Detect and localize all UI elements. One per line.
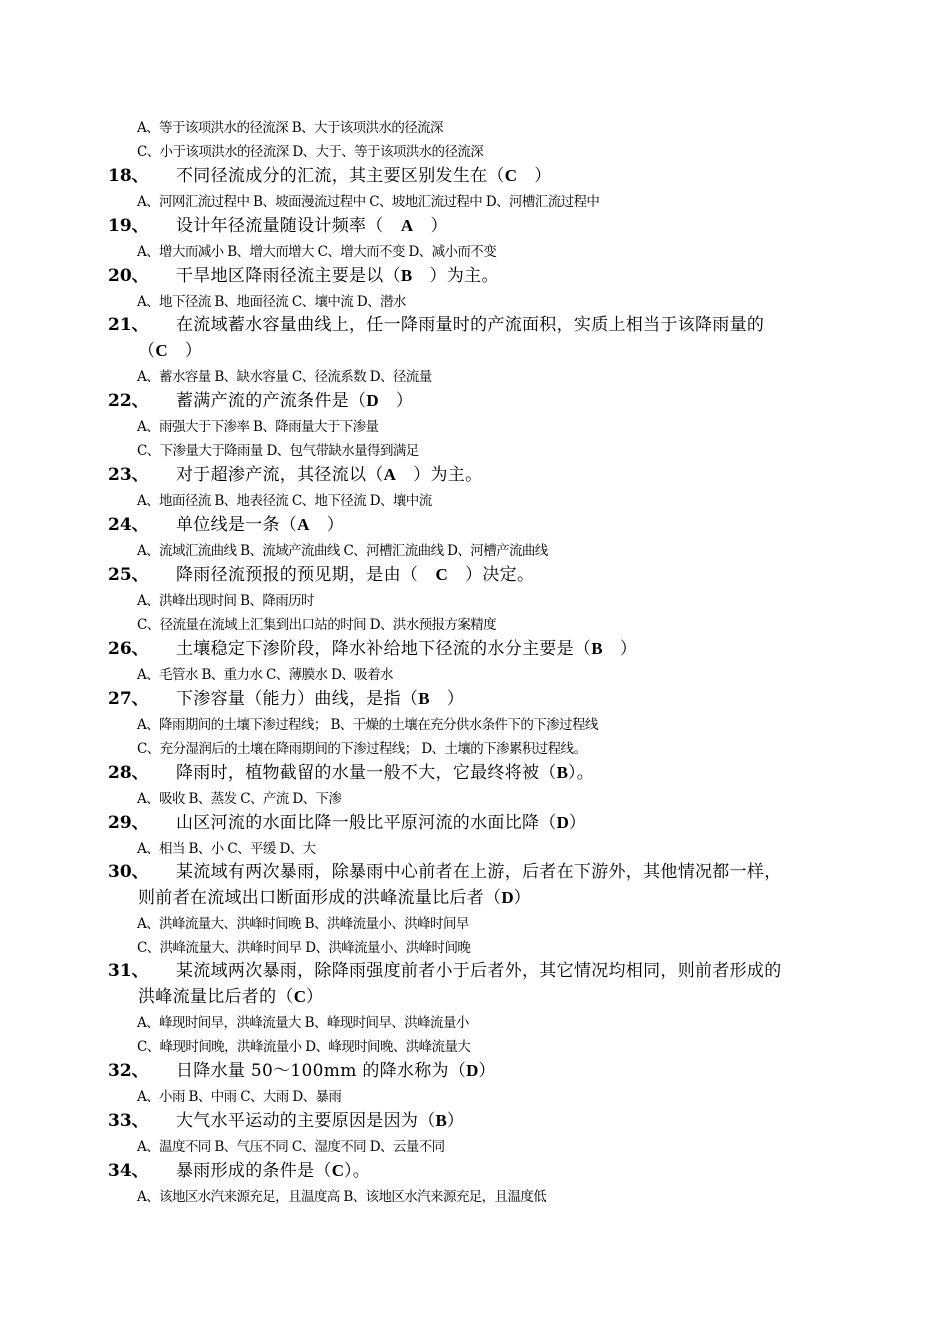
answer-letter: A [383,465,396,484]
question-text-line2: 洪峰流量比后者的（ [138,987,294,1007]
question-item [108,163,858,189]
question-item [108,860,858,911]
answer-options: C、洪峰流量大、洪峰时间早 D、洪峰流量小、洪峰时间晚 [137,940,471,956]
answer-letter: B [418,689,430,708]
question-text-tail: ） [513,888,531,908]
answer-options: A、该地区水汽来源充足，且温度高 B、该地区水汽来源充足，且温度低 [137,1189,547,1205]
answer-letter: C [331,1161,344,1180]
question-number: 21、 [108,315,149,335]
answer-options: A、小雨 B、中雨 C、大雨 D、暴雨 [137,1089,342,1105]
question-text: 土壤稳定下渗阶段，降水补给地下径流的水分主要是（ [176,639,592,659]
question-number: 30、 [108,862,149,882]
question-text-tail: ）为主。 [395,465,483,485]
answer-letter: A [297,515,310,534]
question-text: 设计年径流量随设计频率（ [176,216,401,236]
answer-letter: D [501,888,514,907]
question-number: 29、 [108,813,149,833]
answer-options: A、毛管水 B、重力水 C、薄膜水 D、吸着水 [137,667,393,683]
answer-options: A、相当 B、小 C、平缓 D、大 [137,841,316,857]
answer-options: A、降雨期间的土壤下渗过程线； B、干燥的土壤在充分供水条件下的下渗过程线 [137,717,598,733]
question-item [108,1058,858,1084]
question-text-tail: ） [429,689,465,709]
answer-letter: B [400,266,413,285]
answer-letter: D [466,1061,479,1080]
question-text: 单位线是一条（ [176,515,298,535]
answer-options: A、温度不同 B、气压不同 C、湿度不同 D、云量不同 [137,1139,445,1155]
question-item [108,1158,858,1184]
answer-letter: B [591,639,603,658]
answer-options: A、等于该项洪水的径流深 B、大于该项洪水的径流深 [137,120,443,136]
question-text-tail: ） [516,166,552,186]
question-item [108,636,858,662]
question-text-line2: （ [138,341,156,361]
question-item [108,388,858,414]
answer-letter: C [504,166,517,185]
question-item [108,562,858,588]
question-number: 24、 [108,515,149,535]
question-text: 干旱地区降雨径流主要是以（ [176,266,401,286]
answer-options: C、小于该项洪水的径流深 D、大于、等于该项洪水的径流深 [137,144,484,160]
question-number: 23、 [108,465,149,485]
question-text: 降雨时，植物截留的水量一般不大，它最终将被（ [176,763,557,783]
question-text-continued [108,885,858,911]
question-number: 27、 [108,689,149,709]
question-item [108,213,858,239]
question-number: 18、 [108,166,149,186]
question-text: 下渗容量（能力）曲线，是指（ [176,689,419,709]
question-text: 不同径流成分的汇流，其主要区别发生在（ [176,166,505,186]
answer-letter: C [293,987,306,1006]
question-text: 对于超渗产流，其径流以（ [176,465,384,485]
question-text: 某流域两次暴雨，除降雨强度前者小于后者外，其它情况均相同，则前者形成的 [176,961,782,981]
question-item [108,263,858,289]
question-item [108,760,858,786]
question-number: 34、 [108,1161,149,1181]
question-text-line2: 则前者在流域出口断面形成的洪峰流量比后者（ [138,888,502,908]
answer-letter: D [366,391,379,410]
question-text-tail: ） [478,1061,496,1081]
question-number: 20、 [108,266,149,286]
question-text-continued [108,984,858,1010]
question-number: 31、 [108,961,149,981]
answer-options: A、洪峰流量大、洪峰时间晚 B、洪峰流量小、洪峰时间早 [137,916,469,932]
question-text: 暴雨形成的条件是（ [176,1161,332,1181]
question-text-tail: ）。 [567,763,595,783]
question-text-tail: ） [167,341,203,361]
answer-letter: D [556,813,569,832]
question-text-tail: ） [413,216,448,236]
answer-letter: C [435,565,448,584]
question-text-tail: ） [305,987,324,1007]
question-text-continued [108,338,858,364]
question-number: 22、 [108,391,149,411]
answer-options: C、充分湿润后的土壤在降雨期间的下渗过程线； D、土壤的下渗累积过程线。 [137,741,587,757]
answer-options: C、峰现时间晚，洪峰流量小 D、峰现时间晚、洪峰流量大 [137,1039,471,1055]
question-text: 大气水平运动的主要原因是因为（ [176,1111,436,1131]
question-text-tail: ） [602,639,638,659]
answer-options: A、蓄水容量 B、缺水容量 C、径流系数 D、径流量 [137,369,432,385]
answer-options: C、下渗量大于降雨量 D、包气带缺水量得到满足 [137,443,419,459]
question-text-tail: ）为主。 [412,266,499,286]
question-text-tail: ）。 [343,1161,371,1181]
question-number: 33、 [108,1111,149,1131]
question-text: 某流域有两次暴雨，除暴雨中心前者在上游，后者在下游外，其他情况都一样， [176,862,782,882]
question-text-tail: ） [568,813,587,833]
question-number: 19、 [108,216,149,236]
question-text-tail: ） [378,391,414,411]
question-text: 蓄满产流的产流条件是（ [176,391,367,411]
question-number: 25、 [108,565,149,585]
answer-options: A、洪峰出现时间 B、降雨历时 [137,593,314,609]
answer-letter: B [435,1111,447,1130]
question-text: 日降水量 50～100mm 的降水称为（ [176,1061,467,1081]
answer-options: A、河网汇流过程中 B、坡面漫流过程中 C、坡地汇流过程中 D、河槽汇流过程中 [137,194,600,210]
question-number: 28、 [108,763,149,783]
answer-options: A、流域汇流曲线 B、流域产流曲线 C、河槽汇流曲线 D、河槽产流曲线 [137,543,548,559]
question-text: 山区河流的水面比降一般比平原河流的水面比降（ [176,813,557,833]
question-item [108,810,858,836]
answer-options: A、吸收 B、蒸发 C、产流 D、下渗 [137,791,342,807]
question-item [108,462,858,488]
question-number: 32、 [108,1061,149,1081]
question-item [108,686,858,712]
question-item [108,313,858,364]
question-text-tail: ） [309,515,344,535]
answer-options: A、雨强大于下渗率 B、降雨量大于下渗量 [137,419,379,435]
question-text-tail: ）决定。 [447,565,535,585]
question-item [108,959,858,1010]
question-item [108,512,858,538]
answer-letter: A [400,216,414,235]
answer-options: C、径流量在流域上汇集到出口站的时间 D、洪水预报方案精度 [137,617,497,633]
answer-options: A、增大而减小 B、增大而增大 C、增大而不变 D、减小而不变 [137,244,497,260]
answer-options: A、地面径流 B、地表径流 C、地下径流 D、壤中流 [137,493,432,509]
answer-letter: B [556,763,568,782]
question-item [108,1108,858,1134]
answer-options: A、峰现时间早，洪峰流量大 B、峰现时间早、洪峰流量小 [137,1015,469,1031]
answer-options: A、地下径流 B、地面径流 C、壤中流 D、潜水 [137,294,406,310]
answer-letter: C [155,341,168,360]
question-text-tail: ） [446,1111,465,1131]
question-text: 在流域蓄水容量曲线上，任一降雨量时的产流面积，实质上相当于该降雨量的 [176,315,765,335]
question-text: 降雨径流预报的预见期，是由（ [176,565,436,585]
question-number: 26、 [108,639,149,659]
